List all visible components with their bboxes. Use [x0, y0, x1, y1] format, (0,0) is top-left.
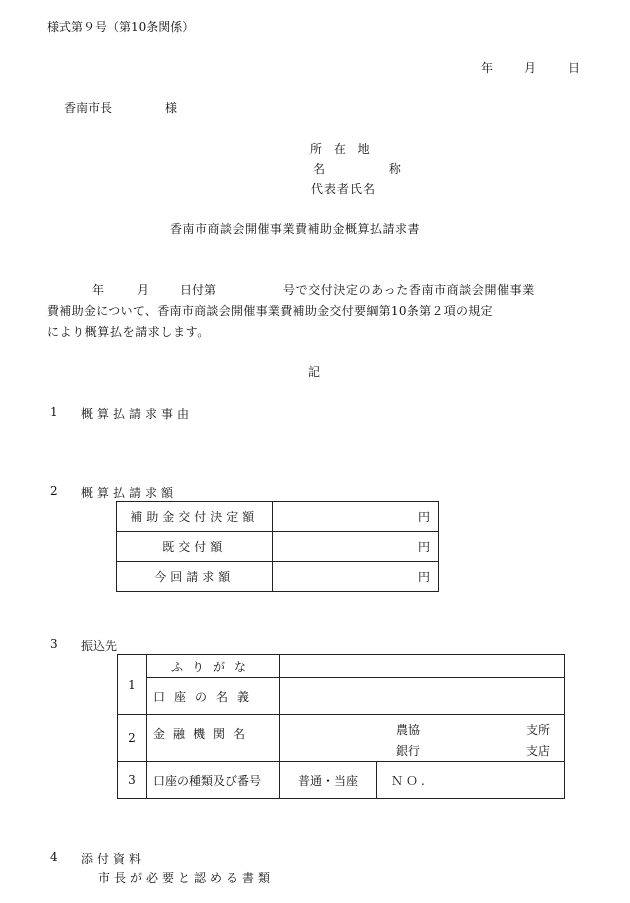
- section4-item: 市長が必要と認める書類: [98, 871, 275, 885]
- addressee-name: 香南市長: [64, 101, 113, 115]
- date-month: 月: [524, 61, 537, 75]
- amount-row: [117, 532, 439, 562]
- body-year: 年: [92, 283, 105, 297]
- form-number: 様式第９号（第10条関係）: [47, 20, 195, 34]
- acct-type-label: 口座の種類及び番号: [147, 762, 280, 799]
- holder-label: 口座の名義: [147, 678, 280, 715]
- amount-row: [117, 562, 439, 592]
- section2-number: 2: [50, 484, 58, 498]
- section1-label: 概算払請求事由: [81, 407, 194, 421]
- body-line1-rest: 号で交付決定のあった香南市商談会開催事業: [283, 283, 535, 297]
- furigana-label: ふりがな: [147, 655, 280, 678]
- amount-unit: 円: [272, 502, 438, 532]
- body-line3: により概算払を請求します。: [47, 325, 210, 339]
- amount-row: [117, 502, 439, 532]
- amount-unit: 円: [272, 532, 438, 562]
- holder-value: [280, 678, 565, 715]
- addressee-honorific: 様: [165, 101, 178, 115]
- applicant-address-label: 所 在 地: [310, 142, 374, 156]
- applicant-name-label: 名 称: [313, 162, 431, 176]
- acct-type-value: 普通・当座: [280, 762, 377, 799]
- furigana-value: [280, 655, 565, 678]
- bank-table: [117, 654, 565, 799]
- applicant-rep-label: 代表者氏名: [311, 182, 377, 196]
- amount-label: 既交付額: [117, 532, 273, 562]
- section1-number: 1: [50, 405, 58, 419]
- section4-number: 4: [50, 850, 58, 864]
- body-line2: 費補助金について、香南市商談会開催事業費補助金交付要綱第10条第２項の規定: [47, 304, 493, 318]
- amount-unit: 円: [272, 562, 438, 592]
- bank-row2-number: 2: [118, 715, 147, 762]
- section2-label: 概算払請求額: [81, 486, 178, 500]
- amount-label: 今回請求額: [117, 562, 273, 592]
- nokyo-label: 農協: [396, 723, 421, 737]
- bank-row3-number: 3: [118, 762, 147, 799]
- section3-label: 振込先: [81, 639, 118, 653]
- amount-label: 補助金交付決定額: [117, 502, 273, 532]
- date-day: 日: [568, 61, 581, 75]
- amount-table: [116, 501, 439, 592]
- section3-number: 3: [50, 637, 58, 651]
- document-title: 香南市商談会開催事業費補助金概算払請求書: [170, 222, 421, 236]
- acct-number: ＮＯ.: [377, 762, 565, 799]
- ginko-label: 銀行: [396, 744, 421, 758]
- shisho-label: 支所: [526, 723, 551, 737]
- date-year: 年: [481, 61, 494, 75]
- institution-label: 金融機関名: [147, 715, 280, 762]
- institution-value: [280, 715, 565, 762]
- shiten-label: 支店: [526, 744, 551, 758]
- body-month: 月: [137, 283, 150, 297]
- ki-marker: 記: [308, 365, 321, 379]
- body-day-no: 日付第: [180, 283, 217, 297]
- bank-row1-number: 1: [118, 655, 147, 715]
- section4-label: 添付資料: [81, 852, 146, 866]
